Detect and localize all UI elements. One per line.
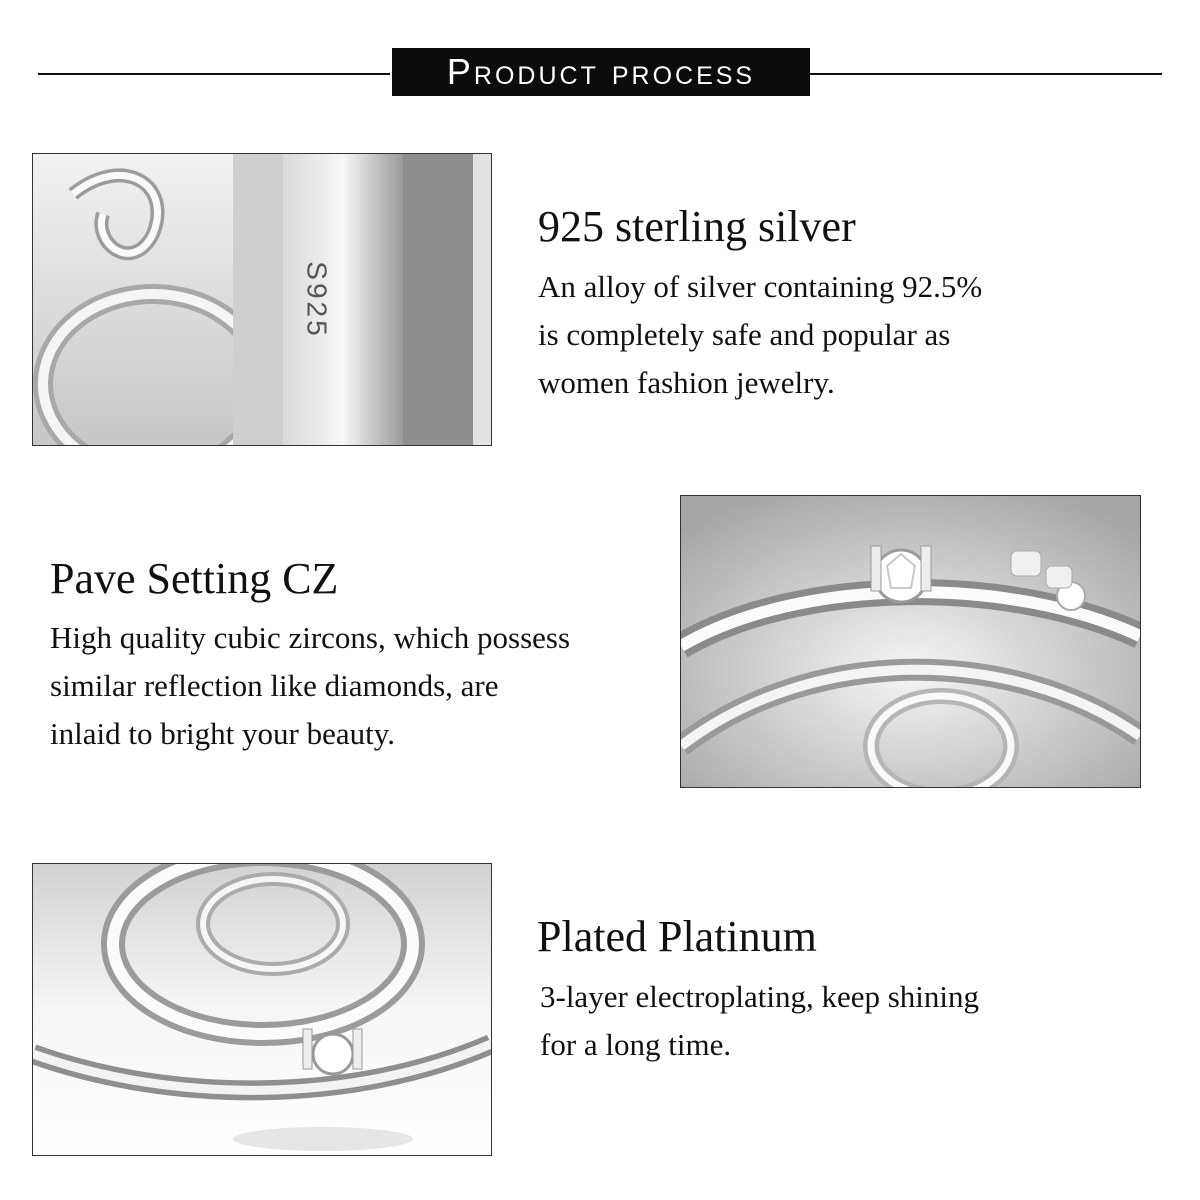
section-heading-platinum: Plated Platinum (537, 912, 817, 961)
plated-platinum-photo (32, 863, 492, 1156)
sterling-silver-photo (32, 153, 492, 446)
body-line: is completely safe and popular as (538, 317, 951, 352)
body-line: High quality cubic zircons, which possess (50, 620, 571, 655)
section-banner (392, 48, 810, 96)
body-line: inlaid to bright your beauty. (50, 716, 395, 751)
s925-stamp: S925 (301, 261, 333, 339)
body-line: for a long time. (540, 1027, 732, 1062)
section-heading-sterling: 925 sterling silver (538, 202, 856, 251)
pave-setting-photo (680, 495, 1141, 788)
section-body-platinum (540, 973, 1100, 1069)
body-line: An alloy of silver containing 92.5% (538, 269, 983, 304)
body-line: 3-layer electroplating, keep shining (540, 979, 980, 1014)
section-heading-pave: Pave Setting CZ (50, 554, 339, 603)
body-line: similar reflection like diamonds, are (50, 668, 499, 703)
banner-title: Product process (446, 51, 756, 92)
section-body-pave (50, 614, 670, 758)
body-line: women fashion jewelry. (538, 365, 835, 400)
section-body-sterling (538, 263, 1098, 407)
header-rule-left (38, 73, 390, 75)
header-rule-right (810, 73, 1162, 75)
